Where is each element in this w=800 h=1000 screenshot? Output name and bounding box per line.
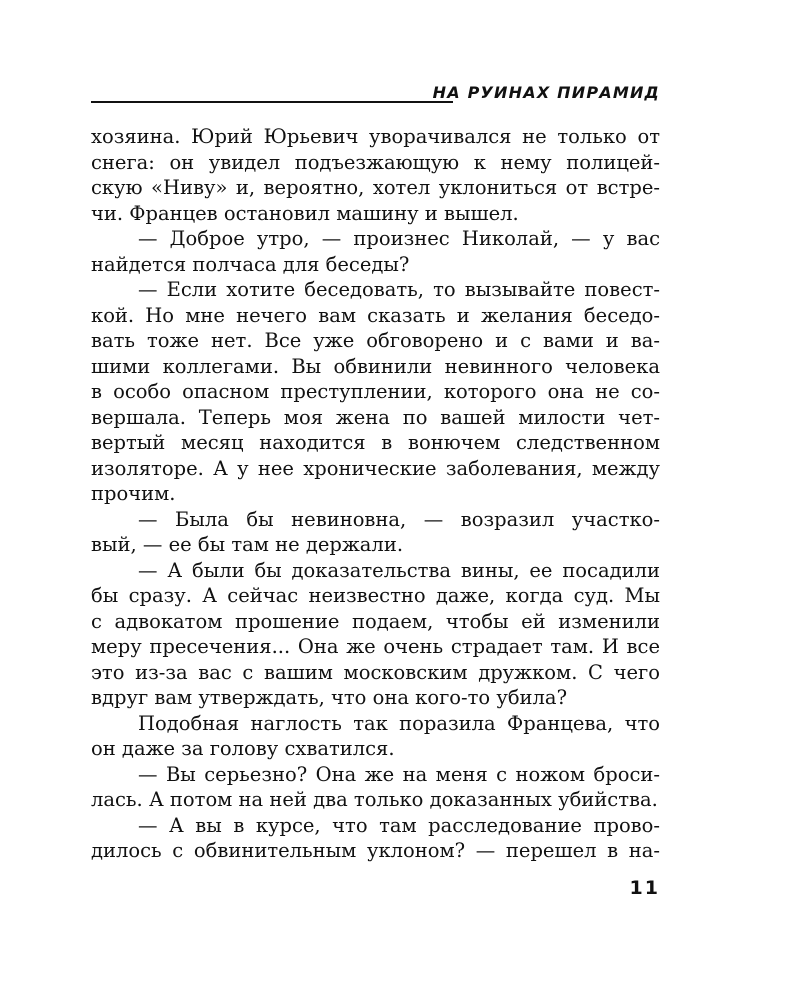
text-line: — А были бы доказательства вины, ее посадили	[138, 558, 660, 582]
text-line: чи. Францев остановил машину и вышел.	[91, 201, 519, 225]
page-number: 11	[629, 877, 660, 899]
text-line: с адвокатом прошение подаем, чтобы ей изменили	[91, 609, 660, 633]
page-header	[91, 80, 660, 104]
text-line: меру пресечения... Она же очень страдает там. И все	[91, 635, 660, 658]
text-line: в особо опасном преступлении, которого она не со-	[91, 380, 660, 403]
text-line: вдруг вам утверждать, что она кого-то убила?	[91, 686, 568, 709]
text-line: Подобная наглость так поразила Францева, что	[138, 711, 660, 735]
text-line: изоляторе. А у нее хронические заболевания, между	[91, 456, 660, 480]
text-line: хозяина. Юрий Юрьевич уворачивался не только от	[91, 125, 660, 148]
text-line: вершала. Теперь моя жена по вашей милости чет-	[91, 405, 660, 429]
running-title: НА РУИНАХ ПИРАМИД	[432, 83, 660, 102]
text-line: вать тоже нет. Все уже обговорено и с вами и ва-	[91, 329, 660, 352]
text-line: лась. А потом на ней два только доказанных убийства.	[91, 788, 658, 811]
text-line: скую «Ниву» и, вероятно, хотел уклониться от встре-	[91, 176, 660, 199]
text-line: он даже за голову схватился.	[91, 737, 395, 760]
text-line: бы сразу. А сейчас неизвестно даже, когда суд. Мы	[91, 584, 660, 607]
text-line: кой. Но мне нечего вам сказать и желания беседо-	[91, 303, 660, 327]
text-line: — Если хотите беседовать, то вызывайте повест-	[138, 278, 660, 301]
text-line: вертый месяц находится в вонючем следственном	[91, 431, 660, 454]
text-line: шими коллегами. Вы обвинили невинного человека	[91, 354, 660, 378]
text-line: — Была бы невиновна, — возразил участко-	[138, 507, 660, 531]
text-line: — Доброе утро, — произнес Николай, — у вас	[138, 227, 660, 250]
text-line: снега: он увидел подъезжающую к нему полицей-	[91, 150, 660, 174]
text-line: вый, — ее бы там не держали.	[91, 533, 404, 556]
text-line: это из-за вас с вашим московским дружком. С чего	[91, 660, 660, 684]
text-line: — Вы серьезно? Она же на меня с ножом броси-	[138, 762, 660, 786]
text-line: прочим.	[91, 482, 176, 505]
body-text	[91, 124, 660, 864]
text-line: дилось с обвинительным уклоном? — перешел в на-	[91, 839, 660, 862]
text-line: найдется полчаса для беседы?	[91, 252, 410, 276]
text-line: — А вы в курсе, что там расследование прово-	[138, 813, 660, 837]
header-rule	[91, 101, 453, 103]
